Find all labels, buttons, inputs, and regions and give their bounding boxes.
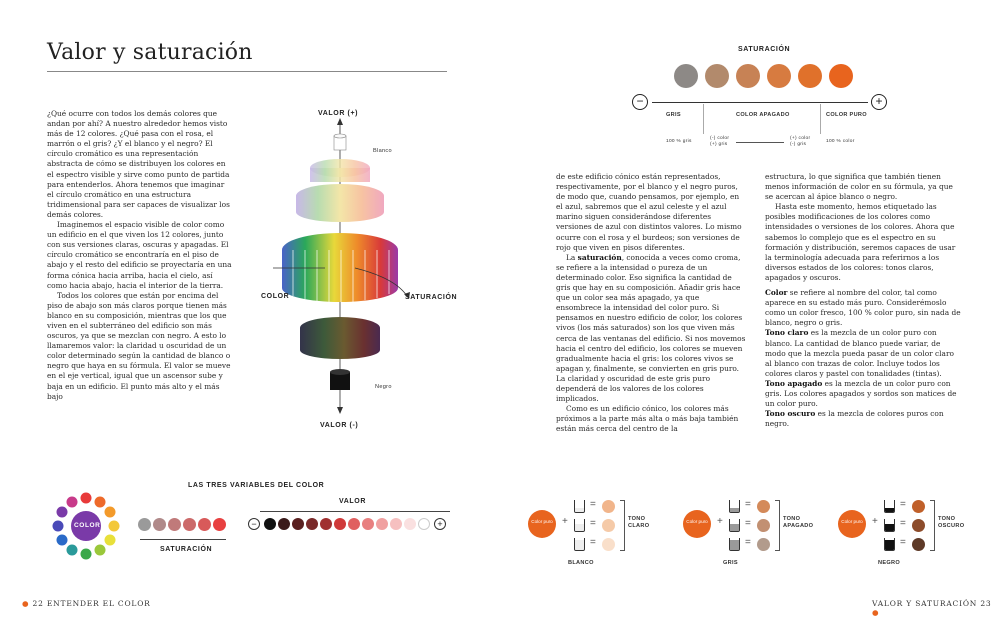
equals-sign: = xyxy=(745,537,751,548)
result-swatch xyxy=(602,538,615,551)
right-col2-text xyxy=(765,172,961,429)
paragraph: ¿Qué ocurre con todos los demás colores que andan por ahí? A nuestro alrededor hemos visto más de 12 colores. ¿Qué pasa con el rosa, el marrón o el gris? ¿Y el blanco y el negro? El círculo cromático es una representación abstracta de cómo se distribuyen los colores en el espectro visible y sirve como punto de partida para entenderlos. Ahora tenemos que imaginar el círculo cromático en una estructura tridimensional para ser capaces de visualizar los demás colores. xyxy=(47,109,230,219)
wheel-center-label: COLOR xyxy=(74,522,101,529)
definition: Tono apagado es la mezcla de un color puro con gris. Los colores apagados y sordos son matices de un color puro. xyxy=(765,378,957,409)
less-color-label: (-) color (+) gris xyxy=(710,136,730,147)
mixer-cup xyxy=(574,538,585,551)
plus-sign: + xyxy=(562,516,568,527)
three-vars-heading: LAS TRES VARIABLES DEL COLOR xyxy=(188,482,325,489)
definition: Tono oscuro es la mezcla de colores puros con negro. xyxy=(765,409,944,429)
paragraph: La saturación, conocida a veces como croma, se refiere a la intensidad o pureza de un determinado color. Eso significa la cantidad de gris que hay en su composición. Añadir gris hace que un color sea más apagado, ya que ensombrece la intensidad del color puro. Si pensamos en nuestro edificio de color, los colores vivos (los más saturados) son los que viven más cerca de las ventanas del edificio. Si nos movemos hacia el centro del edificio, los colores se mueven gradualmente hacia el gris: los colores vivos se apagan y, finalmente, se convierten en gris puro. La claridad y oscuridad de este gris puro dependerá de los valores de los colores implicados. xyxy=(556,252,746,404)
saturation-row xyxy=(138,518,238,532)
result-swatch xyxy=(757,538,770,551)
saturation-scale xyxy=(630,58,895,158)
gris-100-label: 100 % gris xyxy=(666,139,692,144)
paragraph: Todos los colores que están por encima del piso de abajo son más claros porque tienen más blanco en su composición, mientras que los que viven en el subterráneo del edificio son más oscuros, ya que se mezclan con negro. A esto lo llamaremos valor: la claridad u oscuridad de un color determinado según la cantidad de blanco o negro que haya en su fórmula. El valor se mueve en el eje vertical, igual que un ascensor sube y baja en un edificio. El punto más alto y el más bajo xyxy=(47,290,231,401)
right-col1-text xyxy=(556,172,746,434)
equals-sign: = xyxy=(900,537,906,548)
more-color-label: (+) color (-) gris xyxy=(790,136,811,147)
color-axis-label: COLOR xyxy=(261,293,290,300)
mixer-cup xyxy=(884,519,895,532)
mixer-cup xyxy=(574,519,585,532)
equals-sign: = xyxy=(590,518,596,529)
apagado-label: COLOR APAGADO xyxy=(736,112,790,118)
equals-sign: = xyxy=(900,499,906,510)
mix-diagram xyxy=(838,494,988,574)
sat-swatch xyxy=(798,64,822,88)
color-100-label: 100 % color xyxy=(826,139,855,144)
sat-scale-heading: SATURACIÓN xyxy=(738,46,791,53)
double-arrow xyxy=(736,142,784,143)
mix-diagram xyxy=(683,494,833,574)
footer-section: VALOR Y SATURACIÓN xyxy=(872,599,978,608)
mixer-cup xyxy=(884,500,895,513)
valor-arrow xyxy=(260,511,450,512)
mix-diagram xyxy=(528,494,678,574)
paragraph: de este edificio cónico están representados, respectivamente, por el blanco y el negro puros, de modo que, cuando pensamos, por ejemplo, en el azul, sabremos que el azul celeste y el azul marino siguen considerándose diferentes versiones de azul con distintos valores. Lo mismo ocurre con el rosa y el burdeos; son versiones de rojo que viven en pisos diferentes. xyxy=(556,172,742,252)
saturation-arrow xyxy=(140,539,226,540)
paragraph: estructura, lo que significa que también tienen menos información de color en su fórmula, ya que se acercan al ápice blanco o negro. xyxy=(765,172,953,202)
paragraph: Hasta este momento, hemos etiquetado las posibles modificaciones de los colores como intensidades o versiones de los colores. Ahora que sabemos lo complejo que es el espectro en su formación y distribución, seremos capaces de usar la terminología adecuada para referirnos a los diversos estados de los colores: tonos claros, apagados y oscuros. xyxy=(765,202,956,282)
equals-sign: = xyxy=(590,537,596,548)
pure-color-swatch: Color puro xyxy=(528,510,556,538)
result-swatch xyxy=(912,538,925,551)
color-building-diagram xyxy=(255,100,465,440)
mixer-label: BLANCO xyxy=(568,560,594,566)
puro-label: COLOR PURO xyxy=(826,112,867,118)
valor-plus-label: VALOR (+) xyxy=(318,110,359,117)
saturacion-axis-label: SATURACIÓN xyxy=(405,294,458,301)
result-swatch xyxy=(757,519,770,532)
result-label: TONO OSCURO xyxy=(938,516,965,529)
result-swatch xyxy=(602,519,615,532)
sat-swatch xyxy=(767,64,791,88)
blanco-label: Blanco xyxy=(373,148,392,154)
saturacion-small-label: SATURACIÓN xyxy=(160,546,213,553)
sat-swatch xyxy=(736,64,760,88)
paragraph: Imaginemos el espacio visible de color como un edificio en el que viven los 12 colores, junto con sus versiones claras, oscuras y apagadas. El círculo cromático se encontraría en el piso de abajo y el resto del edificio se proyectaría en una forma cónica hacia arriba, hacia el cielo, así como hacia abajo, hacia el interior de la tierra. xyxy=(47,220,232,290)
result-swatch xyxy=(602,500,615,513)
mixer-cup xyxy=(884,538,895,551)
result-swatch xyxy=(912,519,925,532)
valor-small-label: VALOR xyxy=(339,498,366,505)
definition: Color se refiere al nombre del color, tal como aparece en su estado más puro. Considerémoslo como un color fresco, 100 % color puro, sin nada de blanco, negro o gris. xyxy=(765,288,961,328)
page-title: Valor y saturación xyxy=(47,40,253,65)
valor-minus-label: VALOR (-) xyxy=(320,422,359,429)
mixer-cup xyxy=(729,538,740,551)
value-plus-icon: + xyxy=(434,518,446,530)
mini-color-wheel xyxy=(48,490,128,562)
page-number: 22 xyxy=(32,599,44,608)
mixer-label: NEGRO xyxy=(878,560,901,566)
sat-swatch xyxy=(705,64,729,88)
result-label: TONO CLARO xyxy=(628,516,650,529)
equals-sign: = xyxy=(745,518,751,529)
result-label: TONO APAGADO xyxy=(783,516,814,529)
plus-icon: + xyxy=(871,94,887,110)
bracket xyxy=(930,500,935,551)
equals-sign: = xyxy=(745,499,751,510)
plus-sign: + xyxy=(872,516,878,527)
equals-sign: = xyxy=(900,518,906,529)
bullet-icon: ● xyxy=(872,608,880,617)
scale-axis xyxy=(652,102,868,103)
color-building-illustration xyxy=(255,100,465,440)
left-body-text xyxy=(47,109,233,402)
mixer-cup xyxy=(729,519,740,532)
mixer-label: GRIS xyxy=(723,560,738,566)
bullet-icon: ● xyxy=(22,599,30,608)
page-number: 23 xyxy=(980,599,992,608)
pure-color-swatch: Color puro xyxy=(838,510,866,538)
minus-icon: − xyxy=(632,94,648,110)
definition: Tono claro es la mezcla de un color puro con blanco. La cantidad de blanco puede variar, de modo que la mezcla pueda pasar de un color claro al blanco con trazas de color. Incluye todos los colores claros y pastel con tonalidades (tintas). xyxy=(765,328,954,378)
plus-sign: + xyxy=(717,516,723,527)
bracket xyxy=(620,500,625,551)
result-swatch xyxy=(912,500,925,513)
value-minus-icon: − xyxy=(248,518,260,530)
paragraph: Como es un edificio cónico, los colores más próximos a la parte más alta o más baja también están más cerca del centro de la xyxy=(556,404,739,434)
sat-swatch xyxy=(674,64,698,88)
bracket xyxy=(775,500,780,551)
footer-section: ENTENDER EL COLOR xyxy=(46,599,151,608)
mixer-cup xyxy=(729,500,740,513)
result-swatch xyxy=(757,500,770,513)
mixer-cup xyxy=(574,500,585,513)
value-row xyxy=(248,518,458,532)
left-footer xyxy=(22,599,151,608)
gris-label: GRIS xyxy=(666,112,681,118)
pure-color-swatch: Color puro xyxy=(683,510,711,538)
title-divider xyxy=(47,71,447,72)
right-footer xyxy=(872,599,1000,617)
negro-label: Negro xyxy=(375,384,392,390)
sat-swatch xyxy=(829,64,853,88)
equals-sign: = xyxy=(590,499,596,510)
